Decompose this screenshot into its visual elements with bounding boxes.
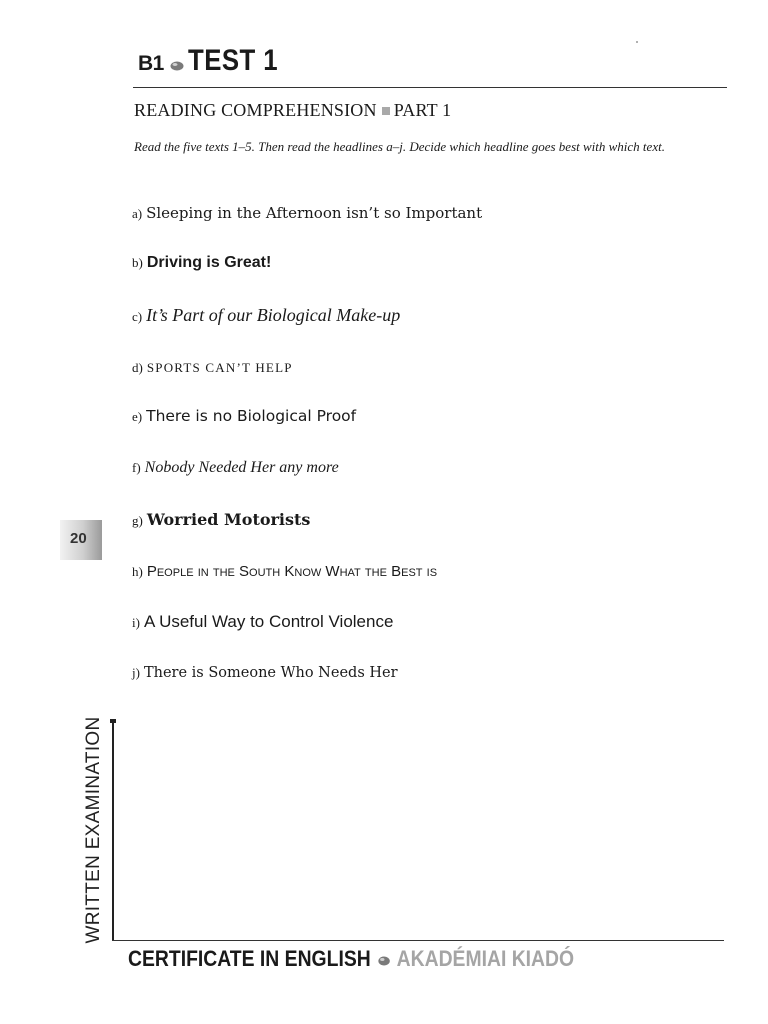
headline-letter: j)	[132, 665, 140, 680]
frame-vertical-rule	[112, 722, 114, 941]
headline-letter: a)	[132, 206, 143, 221]
level-label: B1	[138, 52, 164, 75]
footer-publisher: AKADÉMIAI KIADÓ	[396, 946, 575, 971]
headline-letter: i)	[132, 615, 140, 630]
headline-text: Driving is Great!	[146, 254, 272, 271]
headline-letter: b)	[132, 255, 143, 270]
headline-e	[132, 407, 356, 426]
headline-text: Worried Motorists	[146, 510, 311, 529]
headline-h	[132, 563, 437, 581]
headline-text: A Useful Way to Control Violence	[143, 612, 394, 631]
square-bullet-icon	[382, 107, 390, 115]
side-label: WRITTEN EXAMINATION	[83, 716, 104, 944]
headline-letter: e)	[132, 409, 143, 424]
test-title: TEST 1	[188, 44, 279, 77]
section-title: READING COMPREHENSION	[134, 100, 377, 120]
scan-speck	[636, 41, 638, 43]
headline-text: People in the South Know What the Best is	[146, 563, 438, 580]
headline-b	[132, 254, 271, 272]
headline-letter: c)	[132, 309, 143, 324]
headline-g	[132, 510, 310, 530]
headline-d	[132, 359, 293, 377]
headline-letter: h)	[132, 564, 143, 579]
headline-text: SPORTS CAN’T HELP	[146, 360, 293, 375]
section-heading	[134, 100, 451, 121]
headline-f	[132, 459, 339, 477]
footer-divider	[112, 940, 724, 941]
instructions: Read the five texts 1–5. Then read the headlines a–j. Decide which headline goes best with which text.	[134, 139, 665, 154]
section-part: PART 1	[393, 100, 452, 120]
headline-a	[132, 204, 482, 223]
headline-text: Nobody Needed Her any more	[144, 459, 339, 476]
headline-letter: g)	[132, 513, 143, 528]
header-divider	[133, 87, 727, 88]
headline-i	[132, 612, 393, 632]
headline-j	[132, 664, 398, 682]
page-number: 20	[70, 530, 87, 547]
bullet-icon	[378, 955, 390, 966]
headline-text: There is Someone Who Needs Her	[143, 665, 398, 681]
headline-letter: f)	[132, 460, 141, 475]
headline-text: Sleeping in the Afternoon isn’t so Important	[146, 204, 483, 222]
footer-series: CERTIFICATE IN ENGLISH	[128, 946, 371, 971]
bullet-icon	[170, 60, 184, 71]
headline-text: There is no Biological Proof	[146, 407, 357, 425]
footer	[128, 946, 574, 972]
headline-text: It’s Part of our Biological Make-up	[146, 305, 401, 325]
headline-c	[132, 305, 400, 326]
headline-letter: d)	[132, 360, 143, 375]
